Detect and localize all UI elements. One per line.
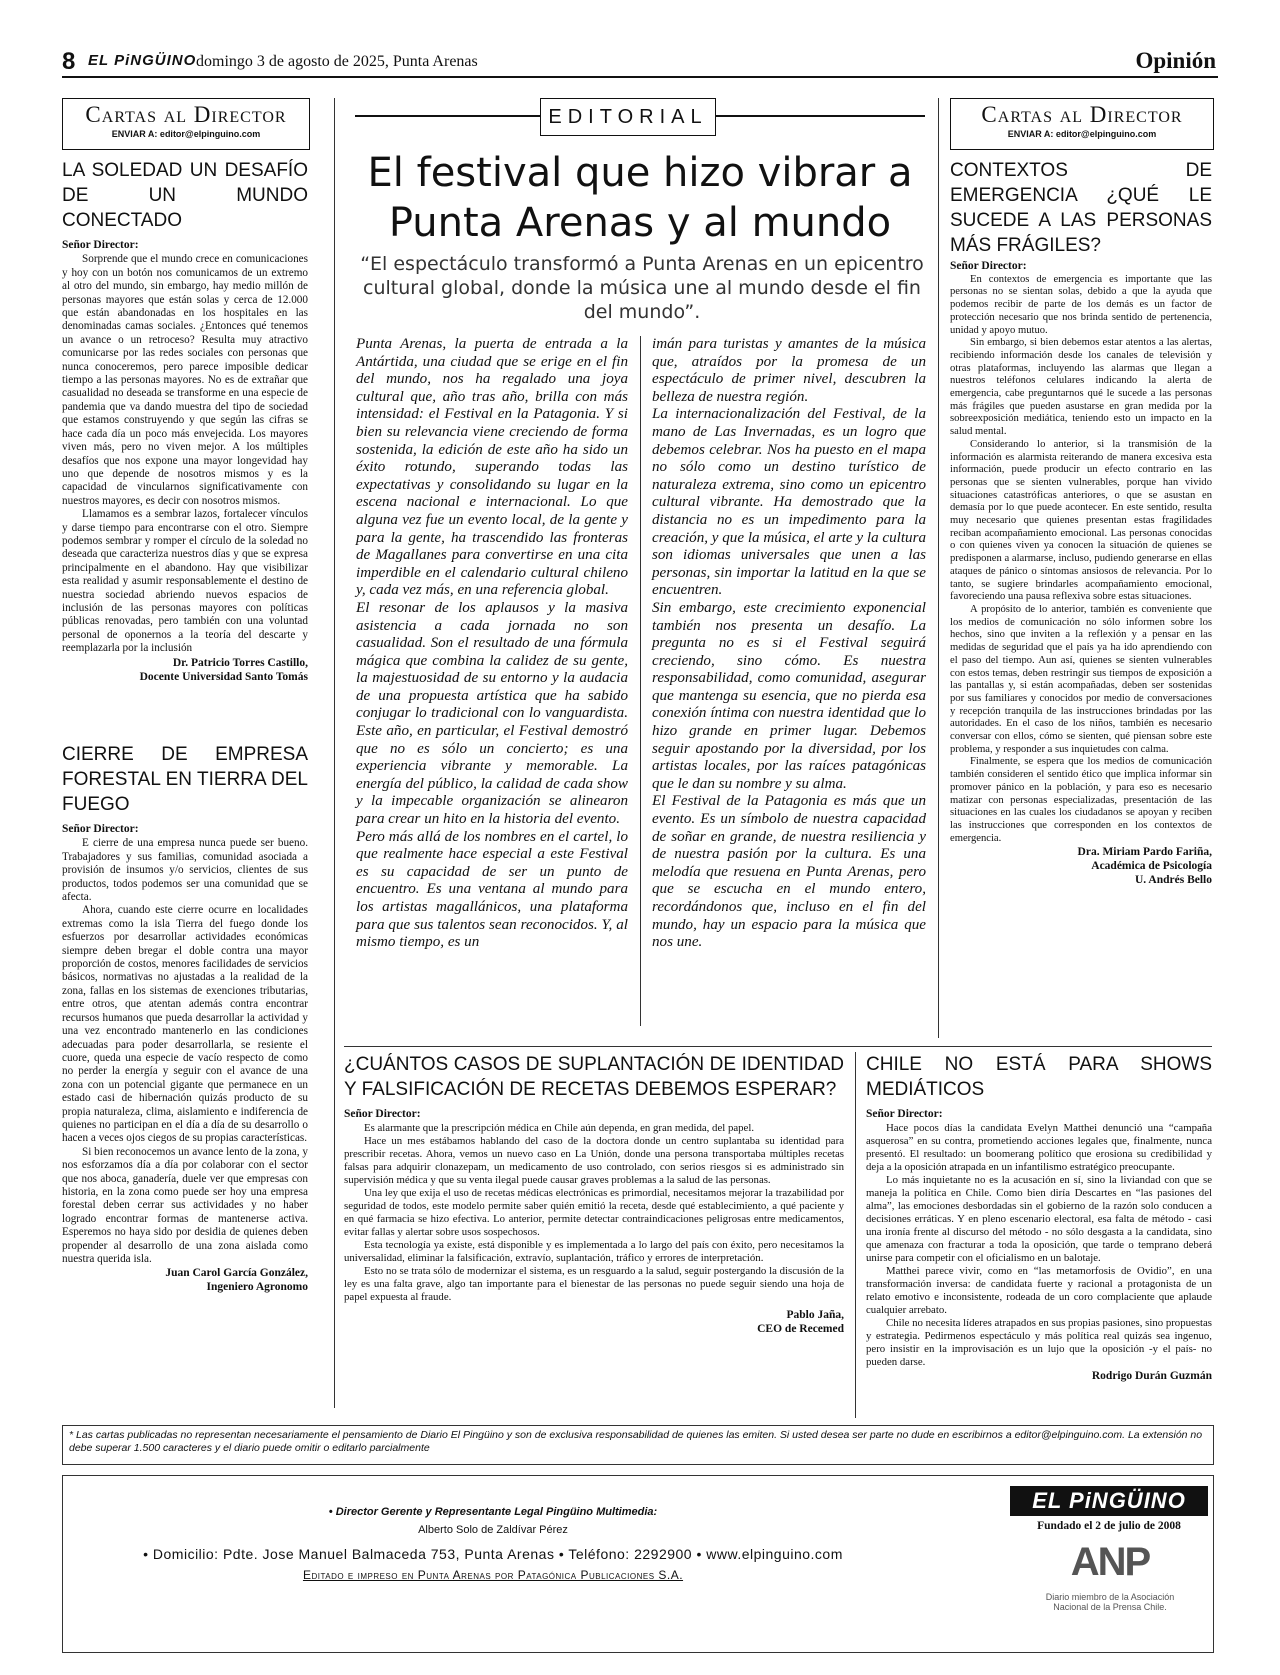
letter-signature [866,1369,1212,1383]
letter-paragraph: Esto no se trata sólo de modernizar el sistema, es un resguardo a la salud, seguir postergando la discusión de la ley es una falta grave, algo tan importante para el bienestar de las personas no puede seguir siendo una hoja de papel expuesta al fraude. [344,1265,844,1303]
signature-name: Juan Carol García González, [165,1267,308,1280]
letter-paragraph: Hace un mes estábamos hablando del caso de la doctora donde un centro suplantaba su identidad para prescribir recetas. Ahora, vemos un nuevo caso en La Unión, donde una persona transportaba múltiples recetas falsas para adquirir clonazepam, un medicamento de uso controlado, con serios riesgos si es administrado sin supervisión médica y que su venta ilegal puede causar graves problemas a la salud de las personas. [344,1135,844,1186]
letter-greeting: Señor Director: [866,1108,943,1120]
letter-shows-mediaticos [866,1052,1212,1383]
letters-header-email: ENVIAR A: editor@elpinguino.com [1007,129,1157,139]
letter-greeting: Señor Director: [62,823,139,835]
signature-role: Académica de Psicología [1091,860,1212,873]
letters-header-right [950,98,1214,150]
letter-paragraph: Llamamos es a sembrar lazos, fortalecer vínculos y darse tiempo para encontrarse con el otro. Siempre podemos sembrar y romper el círculo de la soledad no deseada que caracteriza nuestros días y que se expresa principalmente en el abandono. Hay que visibilizar esta realidad y asumir responsablemente el destino de nuestra sociedad abriendo nuevos espacios de inclusión de las personas mayores con políticas públicas renovadas, pero también con una voluntad personal de oponernos a la teoría del descarte y reemplazarla por la inclusión [62,508,308,655]
letters-header-title: Cartas al Director [85,102,287,127]
letters-header-email: ENVIAR A: editor@elpinguino.com [111,129,261,139]
letter-paragraph: Lo más inquietante no es la acusación en sí, sino la liviandad con que se maneja la política en Chile. Como bien diría Descartes en “las pasiones del alma”, las emociones desbordadas sin el gobierno de la razón solo conducen a decisiones erráticas. Y en pleno escenario electoral, esa falta de método - casi una ironía frente al discurso del método - no sólo desgasta a la candidata, sino que amenaza con fracturar a toda la oposición, que tarde o temprano deberá unirse para competir con el oficialismo en un balotaje. [866,1174,1212,1264]
letter-greeting: Señor Director: [344,1108,421,1120]
editorial-paragraph: imán para turistas y amantes de la música que, atraídos por la promesa de un espectáculo de primer nivel, descubren la belleza de nuestra región. [652,336,926,405]
signature-name: Rodrigo Durán Guzmán [1091,1370,1212,1382]
letters-header-left [62,98,310,150]
letter-paragraph: Matthei parece vivir, como en “las metamorfosis de Ovidio”, en una transformación inversa: de candidata fuerte y racional a protagonista de un relato emotivo e inconsistente, rodeada de un coro complaciente que aplaude cualquier arrebato. [866,1265,1212,1316]
letter-title: LA SOLEDAD UN DESAFÍO DE UN MUNDO CONECTADO [62,160,308,231]
letter-cierre-forestal [62,742,308,1294]
letter-paragraph: Finalmente, se espera que los medios de comunicación también consideren el sentido ético que implica informar sin promover pánico en la población, y para eso es necesario matizar con personas especializadas, presentación de las situaciones en las cuales los ciudadanos se apoyan y reciben las instrucciones que corresponden en los contextos de emergencia. [950,756,1212,844]
credits-address: • Domicilio: Pdte. Jose Manuel Balmaceda 753, Punta Arenas • Teléfono: 2292900 • www.elpinguino.com [143,1546,843,1562]
anp-logo: ANP [1070,1540,1150,1584]
letter-signature [62,1266,308,1294]
section-title: Opinión [1135,48,1216,73]
letter-paragraph: Esta tecnología ya existe, está disponible y es implementada a lo largo del país con éxito, pero necesitamos la universalidad, eliminar la falsificación, extravío, suplantación, tráfico y errores de interpretación. [344,1239,844,1264]
letter-recetas [344,1052,844,1336]
editorial-paragraph: Pero más allá de los nombres en el cartel, lo que realmente hace especial a este Festival es su capacidad de ser un punto de encuentro. Es una ventana al mundo para los artistas magallánicos, una plataforma para que sus talentos sean reconocidos. Y, al mismo tiempo, es un [356,828,628,951]
credits-printer: Editado e impreso en Punta Arenas por Patagónica Publicaciones S.A. [302,1568,684,1582]
letter-soledad [62,158,308,684]
newspaper-logo: EL PiNGÜINO [1010,1486,1208,1516]
letter-signature [344,1308,844,1336]
letter-paragraph: Sorprende que el mundo crece en comunicaciones y hoy con un botón nos comunicamos de un extremo al otro del mundo, sin embargo, hay medio millón de personas mayores que están solas y cerca de 12.000 que están abandonadas en los hospitales en las denominadas camas sociales. ¿Entonces qué tenemos un avance o un retroceso? Resulta muy atractivo comunicarse por las redes sociales con personas que nunca conoceremos, pero parece imposible dedicar tiempo a las personas mayores. No es de extrañar que casualidad no deseada se transforme en una especie de pandemia que va dando muestra del tipo de sociedad que estamos construyendo y que según las cifras se hace cada día un poco más envejecida. Los mayores viven más, pero no viven mejor. A los múltiples desafíos que nos expone una mayor longevidad hay uno que depende de nosotros mismos y es la capacidad de vincularnos significativamente con nuestros mayores, es decir con nosotros mismos. [62,253,308,507]
editorial-paragraph: El Festival de la Patagonia es más que un evento. Es un símbolo de nuestra capacidad de soñar en grande, de nuestra resiliencia y de nuestra pasión por la cultura. Es una melodía que resuena en Punta Arenas, pero que se escucha en el mundo entero, recordándonos que, incluso en el fin del mundo, hay un espacio para la música que nos une. [652,793,926,951]
letter-greeting: Señor Director: [62,239,139,251]
column-divider [938,98,939,1038]
letter-title: ¿CUÁNTOS CASOS DE SUPLANTACIÓN DE IDENTIDAD Y FALSIFICACIÓN DE RECETAS DEBEMOS ESPERAR? [344,1054,844,1100]
letter-signature [950,845,1212,887]
editorial-column-2 [652,336,926,952]
signature-role: CEO de Recemed [757,1323,844,1335]
letter-paragraph: Si bien reconocemos un avance lento de la zona, y nos esforzamos día a día por colaborar con el sector que nos aboca, ganadería, duele ver que empresas con historia, en la zona como puede ser hoy una empresa forestal deben cerrar sus actividades y no haber logrado encontrar formas de mantenerse activa. Esperemos no haya sido por desidia de quienes deben propender al desarrollo de una zona aislada como nuestra querida isla. [62,1145,308,1265]
editorial-column-1 [356,336,628,952]
letter-paragraph: Ahora, cuando este cierre ocurre en localidades extremas como la isla Tierra del fuego donde los esfuerzos por desarrollar actividades económicas siempre deben bregar el doble contra una mayor proporción de costos, menores facilidades de servicios básicos, normativas no ajustadas a la realidad de la zona, fallas en los sistemas de exenciones tributarias, entre otros, que atentan además contra encontrar recursos humanos que pueda desarrollar la actividad y una vez encontrado mantenerlo en las condiciones adecuadas para poder desarrollarla, se resiente el cuore, queda una especie de vacío respecto de como no perder la energía y seguir con el avance de una zona con un potencial gigante que permanece en un estado casi de hibernación quizás producto de su propia naturaleza, clima, aislamiento e indiferencia de quienes no participan en el día a día de su desarrollo o hacen a veces ojos ciegos de su propias características. [62,904,308,1145]
letter-signature [62,656,308,684]
editorial-title: El festival que hizo vibrar a Punta Arenas y al mundo [367,150,913,246]
letter-greeting: Señor Director: [950,260,1027,272]
editorial-divider [640,336,641,1026]
top-rule [62,76,1218,78]
letter-paragraph: A propósito de lo anterior, también es conveniente que los medios de comunicación no sólo informen sobre los hechos, sino que inviten a la reflexión y a pensar en las medidas de seguridad que el país ya ha ido aprendiendo con el paso del tiempo. Aun así, quienes se sienten vulnerables con estos temas, deben restringir sus tiempos de exposición a las pantallas y, si están acompañadas, deben ser sostenidas por sus familiares y conocidos por medio de conversaciones y recepción tranquila de las instrucciones brindadas por las autoridades. En el caso de los niños, también es necesario conversar con ellos, cómo se sienten, qué piensan sobre este problema, y responder a sus inquietudes con calma. [950,603,1212,755]
credits-director-name: Alberto Solo de Zaldívar Pérez [418,1524,568,1536]
editorial-paragraph: La internacionalización del Festival, de la mano de Las Invernadas, es un logro que debemos celebrar. Nos ha puesto en el mapa no sólo como un destino turístico de naturaleza extrema, sino como un epicentro cultural vibrante. Ha demostrado que la distancia no es un impedimento para la creación, y que la música, el arte y la cultura son idiomas universales que unen a las personas, sin importar la latitud en la que se encuentren. [652,406,926,599]
editorial-label: EDITORIAL [540,98,716,136]
editorial-paragraph: El resonar de los aplausos y la masiva asistencia a cada jornada no son casualidad. Son el resultado de una fórmula mágica que combina la calidez de su gente, la majestuosidad de su entorno y la audacia de una propuesta artística que ha sabido conjugar lo tradicional con lo vanguardista. Este año, en particular, el Festival demostró que no es sólo un concierto; es una experiencia vibrante y memorable. La energía del público, la calidad de cada show y la impecable organización se alinearon para crear un hito en la historia del evento. [356,599,628,828]
signature-name: Dra. Miriam Pardo Fariña, [1077,846,1212,859]
letter-title: CONTEXTOS DE EMERGENCIA ¿QUÉ LE SUCEDE A LAS PERSONAS MÁS FRÁGILES? [950,160,1212,256]
letter-title: CHILE NO ESTÁ PARA SHOWS MEDIÁTICOS [866,1054,1212,1100]
editorial-quote: “El espectáculo transformó a Punta Arenas en un epicentro cultural global, donde la música une al mundo desde el fin del mundo”. [360,253,924,323]
column-divider [334,98,335,1408]
letter-contextos-emergencia [950,158,1212,887]
letter-paragraph: Chile no necesita líderes atrapados en sus propias pasiones, sino propuestas y estrategia. Pedirmenos espectáculo y más política real quizás sea ingenuo, pero insistir en la improvisación es un lujo que la oposición -y el país- no pueden darse. [866,1317,1212,1368]
column-divider [855,1052,856,1418]
page-number: 8 [62,48,76,75]
letters-header-title: Cartas al Director [981,102,1183,127]
letter-title: CIERRE DE EMPRESA FORESTAL EN TIERRA DEL FUEGO [62,744,308,815]
letter-paragraph: Hace pocos días la candidata Evelyn Matthei denunció una “campaña asquerosa” en su contra, prometiendo acciones legales que, finalmente, nunca presentó. El resultado: un boomerang político que erosiona su credibilidad y deja a la oposición atrapada en un infantilismo estratégico preocupante. [866,1122,1212,1173]
founded-date: Fundado el 2 de julio de 2008 [1037,1520,1181,1532]
letter-paragraph: Una ley que exija el uso de recetas médicas electrónicas es primordial, necesitamos mejorar la trazabilidad por seguridad de todos, este modelo permite saber quién emitió la receta, desde qué establecimiento, a qué paciente y en qué farmacia se hizo efectiva. Lo anterior, permite detectar contraindicaciones peligrosas entre medicamentos, evitar fallas y alertar sobre usos sospechosos. [344,1187,844,1238]
anp-text: Diario miembro de la Asociación Nacional de la Prensa Chile. [1045,1592,1175,1612]
signature-role: Docente Universidad Santo Tomás [139,670,308,683]
letter-paragraph: Sin embargo, si bien debemos estar atentos a las alertas, recibiendo información desde los canales de televisión y otras plataformas, incluyendo las alarmas que llegan a nuestros teléfonos celulares indicando la alerta de emergencia, cabe preguntarnos qué le sucede a las personas más frágiles que pueden asustarse en gran medida por la sobreexposición mediática, teniendo esto un impacto en la salud mental. [950,337,1212,438]
editorial-paragraph: Sin embargo, este crecimiento exponencial también nos presenta un desafío. La pregunta no es si el Festival seguirá creciendo, sino cómo. Es nuestra responsabilidad, como comunidad, asegurar que mantenga su esencia, que no pierda esa conexión íntima con nuestra identidad que lo hizo grande en primer lugar. Debemos seguir apostando por la diversidad, por los artistas locales, por las raíces patagónicas que le dan su nombre y su alma. [652,599,926,792]
signature-name: Pablo Jaña, [786,1309,844,1321]
editorial-paragraph: Punta Arenas, la puerta de entrada a la Antártida, una ciudad que se erige en el fin del mundo, nos ha regalado una joya cultural que, año tras año, brilla con más intensidad: el Festival en la Patagonia. Y si bien su relevancia viene creciendo de forma sostenida, la edición de este año ha sido un éxito rotundo, superando todas las expectativas y consolidando su lugar en la escena nacional e internacional. Lo que alguna vez fue un evento local, de la gente y para la gente, ha trascendido las fronteras de Magallanes para convertirse en una cita imperdible en el calendario cultural chileno y, cada vez más, en una referencia global. [356,336,628,599]
signature-institution: U. Andrés Bello [1135,874,1212,887]
credits-director-label: • Director Gerente y Representante Legal Pingüino Multimedia: [328,1506,658,1518]
signature-role: Ingeniero Agronomo [206,1281,308,1294]
dateline: domingo 3 de agosto de 2025, Punta Arenas [196,53,478,70]
letter-paragraph: E cierre de una empresa nunca puede ser bueno. Trabajadores y sus familias, comunidad asociada a provisión de insumos y/o servicios, clientes de sus productos, todos podemos ser una comunidad que se afecta. [62,837,308,904]
disclaimer: * Las cartas publicadas no representan necesariamente el pensamiento de Diario El Pingüino y son de exclusiva responsabilidad de quienes las emiten. Si usted desea ser parte no dude en escribirnos a editor@elpinguino.com. La extensión no debe superar 1.500 caracteres y el diario puede omitir o editarlo parcialmente [62,1425,1214,1465]
letter-paragraph: Es alarmante que la prescripción médica en Chile aún dependa, en gran medida, del papel. [364,1122,755,1134]
masthead-brand: EL PiNGÜINO [88,52,197,69]
letter-paragraph: Considerando lo anterior, si la transmisión de la información es alarmista reiterando de manera excesiva esta información, puede producir un efecto contrario en las personas que se sienten vulnerables, porque han vivido situaciones catastróficas anteriores, o que se asustan en demasía por lo que puede acontecer. En este sentido, resulta muy necesario que quienes presentan estas fragilidades reciban acompañamiento emocional. Las personas conocidas o con quienes viven ya conocen la situación de quienes se predisponen a alarmarse, incluso, pudiendo generarse en ellas ataques de pánico o síntomas ansiosos de relevancia. Por lo tanto, se sugiere brindarles acompañamiento emocional, favoreciendo una pausa reflexiva sobre estas situaciones. [950,438,1212,603]
signature-name: Dr. Patricio Torres Castillo, [172,656,308,669]
letter-paragraph: En contextos de emergencia es importante que las personas no se sientan solas, debido a que la ayuda que podemos recibir de parte de los demás es un factor de protección necesario que nos brinda sentido de pertenencia, unidad y apoyo mutuo. [950,273,1212,336]
section-rule [344,1046,1212,1047]
